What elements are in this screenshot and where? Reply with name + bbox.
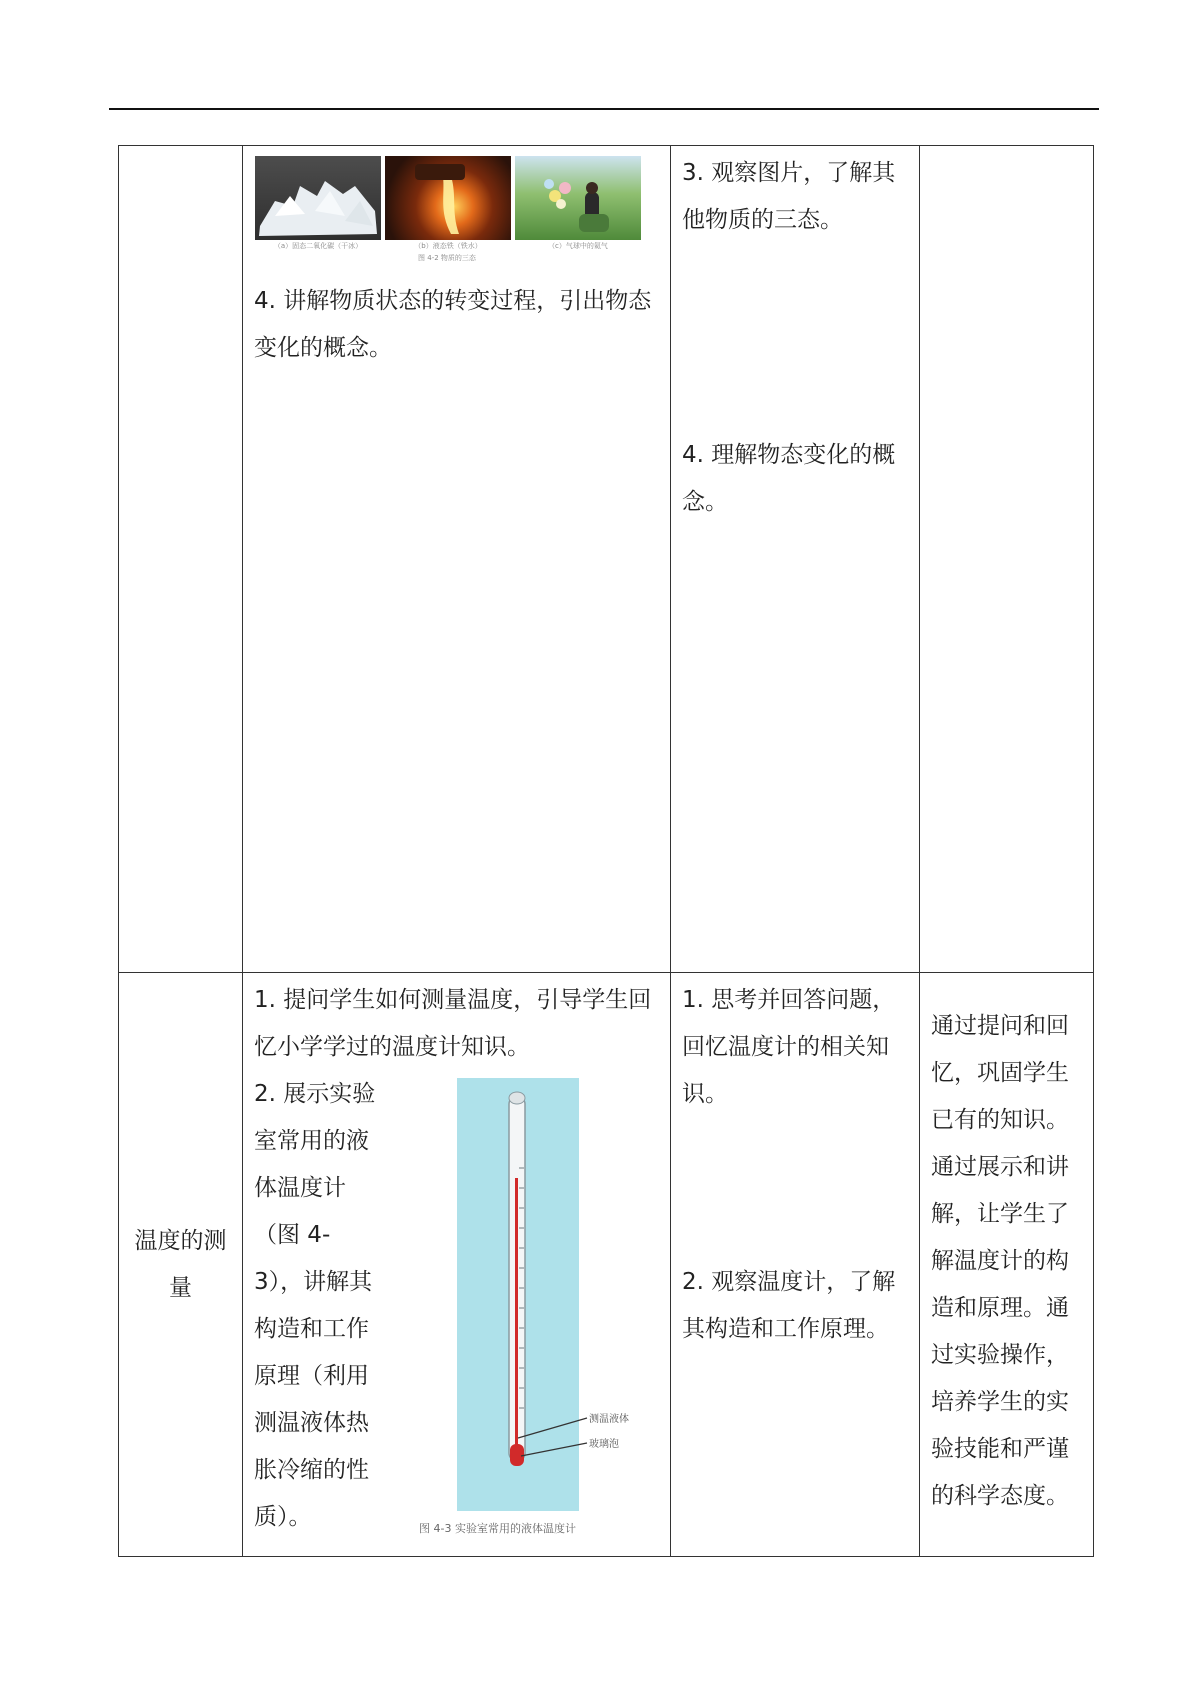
text-line: 2. 展示实验 [254,1081,376,1107]
figure-title: 图 4-2 物质的三态 [418,254,476,262]
design-intent-text: 通过提问和回忆，巩固学生已有的知识。通过展示和讲解，让学生了解温度计的构造和原理。通过实验操作，培养学生的实验技能和严谨的科学态度。 [931,1013,1069,1509]
figure-caption: （b）液态铁（铁水） [414,242,482,250]
thermometer-figure [417,1078,661,1538]
figure-caption: （c）气球中的氦气 [548,242,608,250]
topic-label: 温度的测量 [134,1227,227,1301]
table-row [119,146,1094,973]
header-rule [109,108,1099,110]
figure-caption: （a）固态二氧化碳（干冰） [273,242,363,250]
balloon-photo [515,156,641,240]
figure-title: 图 4-3 实验室常用的液体温度计 [419,1522,576,1535]
design-intent-cell [920,146,1094,973]
text-line: 胀冷缩的性 [254,1457,369,1483]
teacher-activity-cell [243,973,671,1557]
molten-iron-photo [385,156,511,240]
dry-ice-photo [255,156,381,240]
design-intent-cell [920,973,1094,1557]
student-step-4: 4. 理解物态变化的概念。 [682,442,896,515]
text-line: 3），讲解其 [254,1269,373,1295]
table-row [119,973,1094,1557]
student-step-3: 3. 观察图片，了解其他物质的三态。 [682,160,896,233]
teacher-step-2 [254,1071,384,1541]
states-of-matter-figure [255,156,659,240]
teacher-step-1: 1. 提问学生如何测量温度，引导学生回忆小学学过的温度计知识。 [254,987,652,1060]
text-line: （图 4- [254,1222,331,1248]
student-activity-cell [671,973,920,1557]
student-activity-cell [671,146,920,973]
liquid-label: 测温液体 [589,1414,629,1425]
teacher-activity-cell [243,146,671,973]
text-line: 室常用的液 [254,1128,369,1154]
topic-cell [119,146,243,973]
text-line: 测温液体热 [254,1410,369,1436]
teacher-step-4: 4. 讲解物质状态的转变过程，引出物态变化的概念。 [254,288,652,361]
lesson-plan-table [118,145,1094,1557]
topic-cell [119,973,243,1557]
student-step-2: 2. 观察温度计，了解其构造和工作原理。 [682,1269,896,1342]
text-line: 体温度计 [254,1175,346,1201]
text-line: 质）。 [254,1504,312,1530]
bulb-label: 玻璃泡 [589,1439,619,1450]
student-step-1: 1. 思考并回答问题，回忆温度计的相关知识。 [682,987,896,1107]
text-line: 构造和工作 [254,1316,369,1342]
text-line: 原理（利用 [254,1363,369,1389]
